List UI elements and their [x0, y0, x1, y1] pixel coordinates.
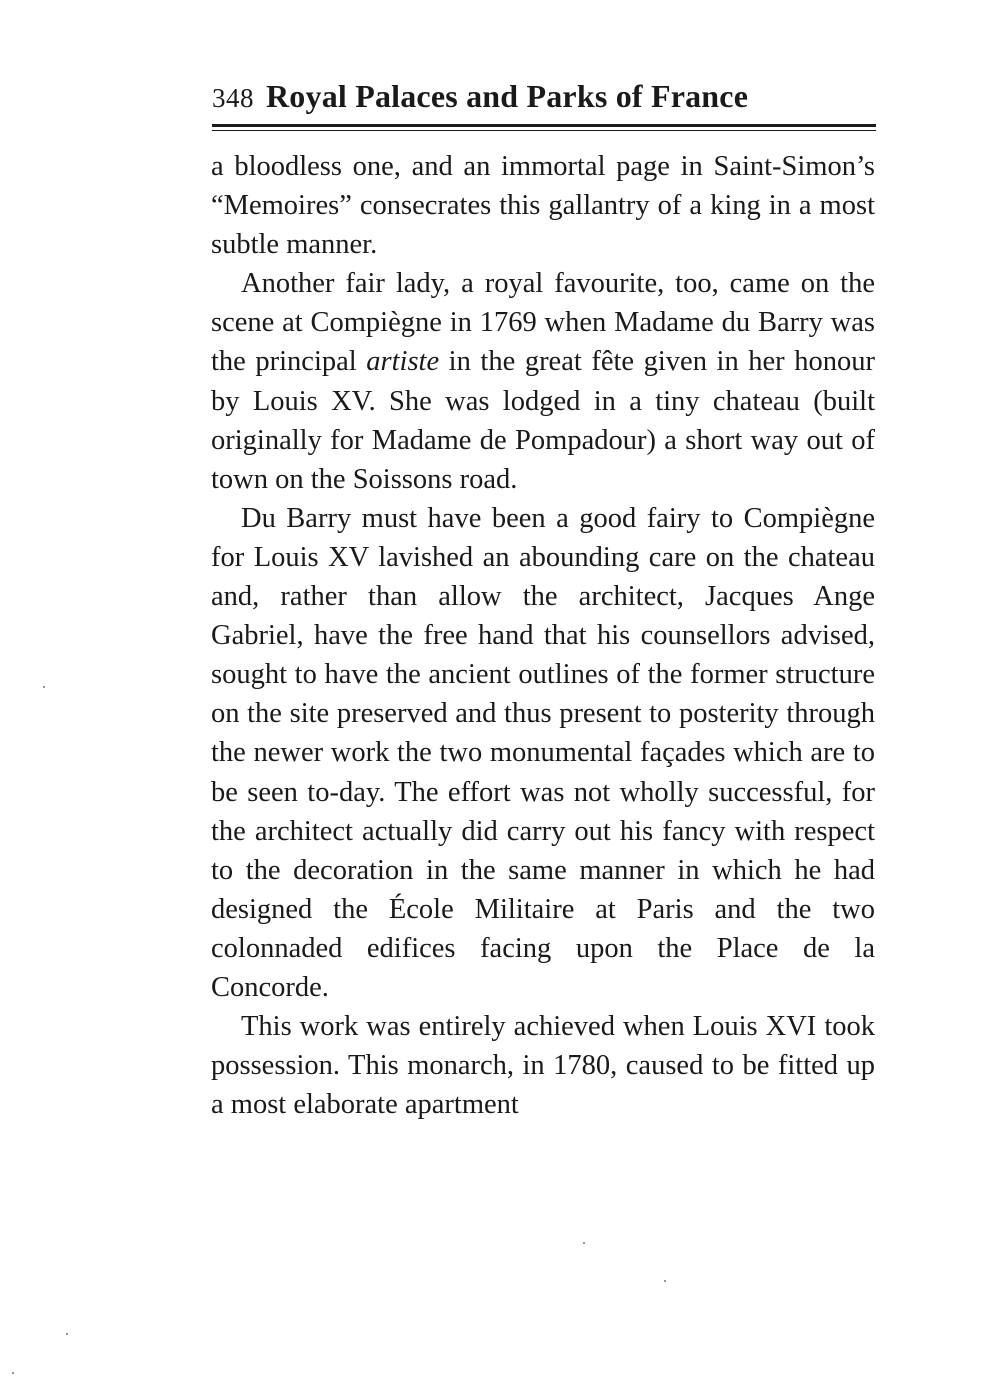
body-text	[211, 147, 875, 1124]
paragraph-du-barry-fete	[211, 264, 875, 499]
scan-speck	[664, 1280, 666, 1282]
scan-speck	[12, 1372, 14, 1374]
page-number: 348	[212, 83, 254, 113]
paragraph-continuation: a bloodless one, and an immortal page in Saint-Simon’s “Memoires” consecrates this gallantry of a king in a most subtle manner.	[211, 151, 875, 261]
scan-speck	[66, 1333, 68, 1335]
scan-speck	[43, 686, 45, 688]
scan-speck	[583, 1242, 585, 1244]
paragraph-chateau-restoration: Du Barry must have been a good fairy to Compiègne for Louis XV lavished an abounding care on the chateau and, rather than allow the architect, Jacques Ange Gabriel, have the free hand that his counsellors advised, sought to have the ancient outlines of the former structure on the site preserved and thus present to posterity through the newer work the two monumental façades which are to be seen to-day. The effort was not wholly successful, for the architect actually did carry out his fancy with respect to the decoration in the same manner in which he had designed the École Militaire at Paris and the two colonnaded edifices facing upon the Place de la Concorde.	[211, 502, 875, 1003]
header-rule-thick	[212, 124, 876, 127]
running-header	[212, 78, 876, 122]
paragraph-louis-xvi: This work was entirely achieved when Louis XVI took possession. This monarch, in 1780, caused to be fitted up a most elaborate apartment	[211, 1011, 875, 1121]
paragraph-text: Another fair lady, a royal favourite, too, came on the scene at Compiègne in 1769 when Madame du Barry was the principal	[211, 268, 875, 378]
header-rule-thin	[212, 130, 876, 131]
paragraph-text: in the great fête given in her honour by Louis XV. She was lodged in a tiny chateau (built originally for Madame de Pompadour) a short way out of town on the Soissons road.	[211, 346, 875, 495]
emphasis-artiste: artiste	[366, 346, 440, 378]
running-title: Royal Palaces and Parks of France	[266, 78, 749, 114]
